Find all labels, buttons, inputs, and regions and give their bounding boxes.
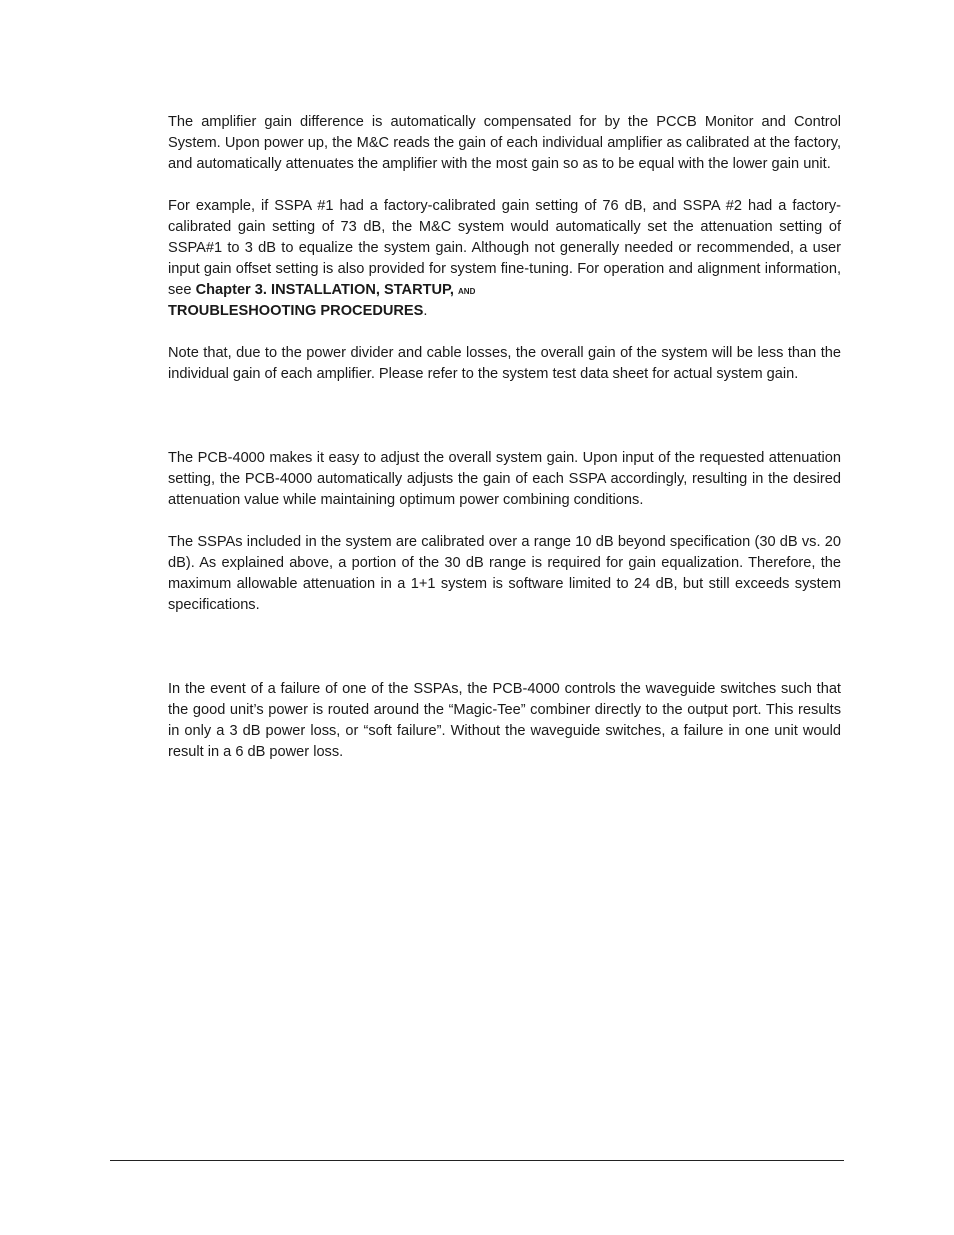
paragraph-gain-losses: Note that, due to the power divider and cable losses, the overall gain of the system will be less than the individual gain of each amplifier. Please refer to the system test data sheet for actual system gain. — [168, 345, 841, 382]
paragraph-gain-example-end: . — [423, 303, 428, 319]
paragraph-gain-compensation: The amplifier gain difference is automatically compensated for by the PCCB Monitor and Control System. Upon power up, the M&C reads the gain of each individual amplifier as calibrated at the factory, and automatically attenuates the amplifier with the most gain so as to be equal with the lower gain unit. — [168, 114, 841, 172]
paragraph-gain-example — [168, 196, 841, 322]
paragraph-spacer — [168, 322, 841, 343]
document-body — [168, 112, 841, 763]
chapter-reference: Chapter 3. INSTALLATION, STARTUP, — [195, 282, 459, 298]
chapter-reference-title: TROUBLESHOOTING PROCEDURES — [168, 303, 424, 319]
paragraph-calibration-range: The SSPAs included in the system are calibrated over a range 10 dB beyond specification (30 dB vs. 20 dB). As explained above, a portion of the 30 dB range is required for gain equalization. Therefore, the maximum allowable attenuation in a 1+1 system is software limited to 24 dB, but still exceeds system specifications. — [168, 534, 841, 613]
chapter-reference-and: and — [458, 283, 476, 297]
section-spacer — [168, 385, 841, 448]
paragraph-gain-example-text: For example, if SSPA #1 had a factory-calibrated gain setting of 76 dB, and SSPA #2 had a factory-calibrated gain setting of 73 dB, the M&C system would automatically set the attenuation setting of SSPA#1 to 3 dB to equalize the system gain. Although not generally needed or recommended, a user input gain offset setting is also provided for system fine-tuning. For operation and alignment information, see — [168, 198, 841, 298]
section-spacer — [168, 616, 841, 679]
paragraph-attenuation-adjust: The PCB-4000 makes it easy to adjust the overall system gain. Upon input of the requested attenuation setting, the PCB-4000 automatically adjusts the gain of each SSPA accordingly, resulting in the desired attenuation value while maintaining optimum power combining conditions. — [168, 450, 841, 508]
paragraph-spacer — [168, 511, 841, 532]
paragraph-soft-failure: In the event of a failure of one of the SSPAs, the PCB-4000 controls the waveguide switches such that the good unit’s power is routed around the “Magic-Tee” combiner directly to the output port. This results in only a 3 dB power loss, or “soft failure”. Without the waveguide switches, a failure in one unit would result in a 6 dB power loss. — [168, 681, 841, 760]
footer-divider — [110, 1160, 844, 1161]
paragraph-spacer — [168, 175, 841, 196]
